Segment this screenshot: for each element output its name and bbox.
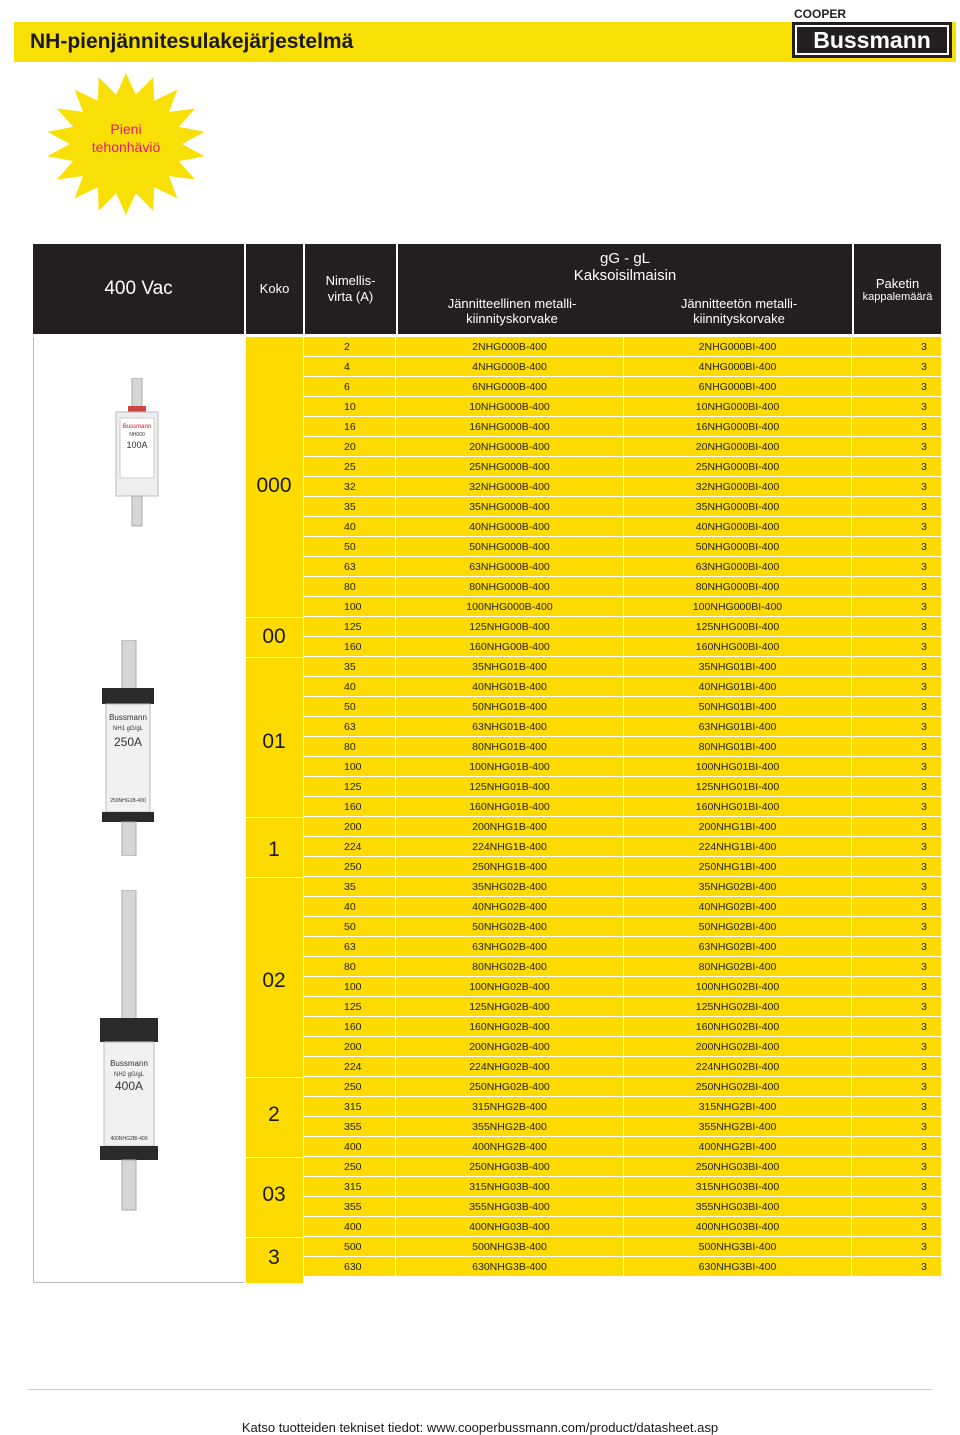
- live-tag-ref-cell: 40NHG02B-400: [396, 897, 624, 916]
- qty-cell: 3: [852, 877, 941, 896]
- rating-cell: 6: [304, 377, 396, 396]
- dead-tag-ref-cell: 355NHG03BI-400: [624, 1197, 852, 1216]
- live-tag-ref-cell: 63NHG000B-400: [396, 557, 624, 576]
- dead-tag-ref-cell: 100NHG01BI-400: [624, 757, 852, 776]
- logo-bussmann-text: Bussmann: [813, 27, 931, 53]
- size-label-03: 03: [262, 1183, 286, 1206]
- size-header: [246, 244, 303, 334]
- qty-cell: 3: [852, 817, 941, 836]
- badge-line-1: Pieni: [110, 121, 142, 137]
- qty-cell: 3: [852, 1257, 941, 1276]
- dead-tag-ref-cell: 160NHG02BI-400: [624, 1017, 852, 1036]
- dead-tag-ref-cell: 200NHG02BI-400: [624, 1037, 852, 1056]
- rating-header-line2: virta (A): [327, 289, 374, 304]
- qty-cell: 3: [852, 1157, 941, 1176]
- qty-cell: 3: [852, 457, 941, 476]
- table-row: [304, 597, 941, 617]
- fuse-000-model: NH000: [129, 432, 145, 438]
- qty-cell: 3: [852, 1237, 941, 1256]
- dead-tag-ref-cell: 400NHG2BI-400: [624, 1137, 852, 1156]
- table-row: [304, 557, 941, 577]
- dead-tag-ref-cell: 200NHG1BI-400: [624, 817, 852, 836]
- qty-header-line2: kappalemäärä: [862, 290, 933, 303]
- footer-divider: [28, 1389, 932, 1390]
- table-row: [304, 777, 941, 797]
- rating-cell: 4: [304, 357, 396, 376]
- dead-tag-ref-cell: 250NHG1BI-400: [624, 857, 852, 876]
- rating-cell: 224: [304, 1057, 396, 1076]
- live-tag-header: [400, 296, 624, 326]
- live-tag-ref-cell: 630NHG3B-400: [396, 1257, 624, 1276]
- dead-tag-ref-cell: 250NHG02BI-400: [624, 1077, 852, 1096]
- rating-cell: 80: [304, 577, 396, 596]
- dead-tag-ref-cell: 63NHG01BI-400: [624, 717, 852, 736]
- rating-cell: 355: [304, 1117, 396, 1136]
- rating-cell: 160: [304, 1017, 396, 1036]
- dead-tag-ref-cell: 40NHG01BI-400: [624, 677, 852, 696]
- size-label-01: 01: [262, 730, 286, 753]
- qty-cell: 3: [852, 617, 941, 636]
- table-row: [304, 797, 941, 817]
- fuse-1-model: NH1 gG/gL: [112, 726, 144, 732]
- rating-cell: 20: [304, 437, 396, 456]
- qty-header: [854, 244, 941, 334]
- page-title: NH-pienjännitesulakejärjestelmä: [30, 30, 354, 53]
- live-tag-ref-cell: 6NHG000B-400: [396, 377, 624, 396]
- dead-tag-ref-cell: 50NHG000BI-400: [624, 537, 852, 556]
- table-row: [304, 1097, 941, 1117]
- qty-cell: 3: [852, 377, 941, 396]
- live-tag-ref-cell: 50NHG000B-400: [396, 537, 624, 556]
- table-row: [304, 857, 941, 877]
- dead-tag-ref-cell: 160NHG01BI-400: [624, 797, 852, 816]
- live-tag-ref-cell: 125NHG00B-400: [396, 617, 624, 636]
- live-tag-ref-cell: 200NHG1B-400: [396, 817, 624, 836]
- size-separator: [246, 817, 303, 818]
- low-power-loss-badge: [28, 72, 204, 224]
- dead-tag-ref-cell: 80NHG000BI-400: [624, 577, 852, 596]
- live-tag-ref-cell: 40NHG01B-400: [396, 677, 624, 696]
- rating-header: [305, 244, 396, 334]
- live-tag-line2: kiinnityskorvake: [466, 311, 558, 326]
- rating-cell: 250: [304, 1157, 396, 1176]
- table-row: [304, 917, 941, 937]
- size-label-00: 00: [262, 625, 286, 648]
- live-tag-ref-cell: 250NHG02B-400: [396, 1077, 624, 1096]
- qty-cell: 3: [852, 1097, 941, 1116]
- table-row: [304, 1157, 941, 1177]
- dead-tag-ref-cell: 500NHG3BI-400: [624, 1237, 852, 1256]
- table-row: [304, 1237, 941, 1257]
- table-row: [304, 477, 941, 497]
- rating-cell: 250: [304, 857, 396, 876]
- size-separator: [246, 1237, 303, 1238]
- table-row: [304, 977, 941, 997]
- dead-tag-line2: kiinnityskorvake: [693, 311, 785, 326]
- fuse-1-brand: Bussmann: [109, 713, 147, 722]
- dead-tag-ref-cell: 80NHG01BI-400: [624, 737, 852, 756]
- rating-cell: 630: [304, 1257, 396, 1276]
- dead-tag-ref-cell: 50NHG02BI-400: [624, 917, 852, 936]
- live-tag-ref-cell: 35NHG000B-400: [396, 497, 624, 516]
- rating-cell: 63: [304, 937, 396, 956]
- qty-cell: 3: [852, 797, 941, 816]
- rating-cell: 125: [304, 777, 396, 796]
- live-tag-ref-cell: 16NHG000B-400: [396, 417, 624, 436]
- rating-cell: 250: [304, 1077, 396, 1096]
- fuse-2-brand: Bussmann: [110, 1059, 148, 1068]
- dead-tag-ref-cell: 63NHG000BI-400: [624, 557, 852, 576]
- table-row: [304, 617, 941, 637]
- dead-tag-ref-cell: 40NHG000BI-400: [624, 517, 852, 536]
- table-row: [304, 1137, 941, 1157]
- qty-cell: 3: [852, 1117, 941, 1136]
- rating-cell: 500: [304, 1237, 396, 1256]
- dead-tag-ref-cell: 125NHG00BI-400: [624, 617, 852, 636]
- live-tag-ref-cell: 500NHG3B-400: [396, 1237, 624, 1256]
- rating-cell: 16: [304, 417, 396, 436]
- table-row: [304, 497, 941, 517]
- rating-cell: 50: [304, 917, 396, 936]
- dead-tag-ref-cell: 40NHG02BI-400: [624, 897, 852, 916]
- table-row: [304, 957, 941, 977]
- table-row: [304, 1257, 941, 1277]
- dead-tag-ref-cell: 160NHG00BI-400: [624, 637, 852, 656]
- table-row: [304, 877, 941, 897]
- rating-cell: 40: [304, 517, 396, 536]
- rating-cell: 50: [304, 697, 396, 716]
- dead-tag-ref-cell: 50NHG01BI-400: [624, 697, 852, 716]
- dead-tag-ref-cell: 16NHG000BI-400: [624, 417, 852, 436]
- live-tag-ref-cell: 10NHG000B-400: [396, 397, 624, 416]
- live-tag-ref-cell: 63NHG01B-400: [396, 717, 624, 736]
- rating-cell: 160: [304, 637, 396, 656]
- live-tag-ref-cell: 32NHG000B-400: [396, 477, 624, 496]
- dead-tag-ref-cell: 63NHG02BI-400: [624, 937, 852, 956]
- table-row: [304, 737, 941, 757]
- live-tag-ref-cell: 100NHG01B-400: [396, 757, 624, 776]
- qty-cell: 3: [852, 1077, 941, 1096]
- qty-cell: 3: [852, 417, 941, 436]
- table-row: [304, 337, 941, 357]
- qty-cell: 3: [852, 997, 941, 1016]
- table-row: [304, 757, 941, 777]
- rating-cell: 2: [304, 337, 396, 356]
- qty-cell: 3: [852, 1037, 941, 1056]
- dead-tag-ref-cell: 355NHG2BI-400: [624, 1117, 852, 1136]
- voltage-header: [33, 244, 244, 334]
- live-tag-ref-cell: 315NHG2B-400: [396, 1097, 624, 1116]
- qty-cell: 3: [852, 1057, 941, 1076]
- fuse-1-rating: 250A: [113, 735, 143, 749]
- qty-cell: 3: [852, 977, 941, 996]
- rating-cell: 355: [304, 1197, 396, 1216]
- qty-cell: 3: [852, 957, 941, 976]
- size-separator: [246, 1077, 303, 1078]
- qty-cell: 3: [852, 657, 941, 676]
- dead-tag-ref-cell: 100NHG000BI-400: [624, 597, 852, 616]
- table-row: [304, 817, 941, 837]
- dead-tag-ref-cell: 80NHG02BI-400: [624, 957, 852, 976]
- qty-cell: 3: [852, 1137, 941, 1156]
- live-tag-ref-cell: 400NHG03B-400: [396, 1217, 624, 1236]
- qty-cell: 3: [852, 677, 941, 696]
- dead-tag-ref-cell: 224NHG1BI-400: [624, 837, 852, 856]
- table-row: [304, 1217, 941, 1237]
- rating-cell: 80: [304, 957, 396, 976]
- table-row: [304, 1077, 941, 1097]
- fuse-1-code: 250NHG1B-400: [110, 798, 146, 804]
- live-tag-ref-cell: 250NHG1B-400: [396, 857, 624, 876]
- table-row: [304, 937, 941, 957]
- live-tag-ref-cell: 80NHG000B-400: [396, 577, 624, 596]
- dead-tag-ref-cell: 35NHG01BI-400: [624, 657, 852, 676]
- rating-cell: 224: [304, 837, 396, 856]
- dead-tag-ref-cell: 25NHG000BI-400: [624, 457, 852, 476]
- size-label-3: 3: [268, 1246, 280, 1269]
- qty-cell: 3: [852, 737, 941, 756]
- live-tag-ref-cell: 40NHG000B-400: [396, 517, 624, 536]
- table-row: [304, 1057, 941, 1077]
- fuse-nh1-image: [98, 640, 158, 856]
- qty-cell: 3: [852, 397, 941, 416]
- rating-cell: 40: [304, 677, 396, 696]
- table-row: [304, 1117, 941, 1137]
- table-row: [304, 577, 941, 597]
- qty-cell: 3: [852, 437, 941, 456]
- size-separator: [246, 617, 303, 618]
- dead-tag-ref-cell: 630NHG3BI-400: [624, 1257, 852, 1276]
- class-line1: gG - gL: [599, 250, 651, 267]
- live-tag-ref-cell: 224NHG02B-400: [396, 1057, 624, 1076]
- table-row: [304, 437, 941, 457]
- dead-tag-ref-cell: 224NHG02BI-400: [624, 1057, 852, 1076]
- live-tag-ref-cell: 355NHG03B-400: [396, 1197, 624, 1216]
- rating-cell: 315: [304, 1177, 396, 1196]
- qty-cell: 3: [852, 1177, 941, 1196]
- qty-cell: 3: [852, 517, 941, 536]
- dead-tag-line1: Jännitteetön metalli-: [680, 296, 798, 311]
- live-tag-ref-cell: 160NHG02B-400: [396, 1017, 624, 1036]
- qty-cell: 3: [852, 917, 941, 936]
- rating-cell: 125: [304, 617, 396, 636]
- live-tag-ref-cell: 63NHG02B-400: [396, 937, 624, 956]
- rating-cell: 10: [304, 397, 396, 416]
- dead-tag-header: [628, 296, 850, 326]
- rating-cell: 100: [304, 977, 396, 996]
- live-tag-ref-cell: 80NHG02B-400: [396, 957, 624, 976]
- qty-cell: 3: [852, 577, 941, 596]
- qty-cell: 3: [852, 937, 941, 956]
- rating-cell: 400: [304, 1217, 396, 1236]
- dead-tag-ref-cell: 125NHG01BI-400: [624, 777, 852, 796]
- bussmann-logo: [786, 2, 956, 60]
- live-tag-ref-cell: 160NHG00B-400: [396, 637, 624, 656]
- dead-tag-ref-cell: 35NHG000BI-400: [624, 497, 852, 516]
- live-tag-ref-cell: 4NHG000B-400: [396, 357, 624, 376]
- live-tag-ref-cell: 50NHG01B-400: [396, 697, 624, 716]
- rating-cell: 400: [304, 1137, 396, 1156]
- rating-cell: 315: [304, 1097, 396, 1116]
- rating-cell: 50: [304, 537, 396, 556]
- qty-cell: 3: [852, 637, 941, 656]
- rating-cell: 100: [304, 597, 396, 616]
- qty-cell: 3: [852, 477, 941, 496]
- size-separator: [246, 657, 303, 658]
- live-tag-ref-cell: 200NHG02B-400: [396, 1037, 624, 1056]
- live-tag-ref-cell: 160NHG01B-400: [396, 797, 624, 816]
- table-row: [304, 657, 941, 677]
- table-row: [304, 717, 941, 737]
- qty-cell: 3: [852, 597, 941, 616]
- voltage-label: 400 Vac: [104, 278, 173, 299]
- table-row: [304, 697, 941, 717]
- size-label-2: 2: [268, 1103, 280, 1126]
- class-line2: Kaksoisilmaisin: [573, 267, 677, 284]
- size-separator: [246, 877, 303, 878]
- qty-cell: 3: [852, 557, 941, 576]
- dead-tag-ref-cell: 100NHG02BI-400: [624, 977, 852, 996]
- rating-cell: 25: [304, 457, 396, 476]
- live-tag-line1: Jännitteellinen metalli-: [447, 296, 577, 311]
- rating-cell: 35: [304, 877, 396, 896]
- table-row: [304, 537, 941, 557]
- qty-cell: 3: [852, 897, 941, 916]
- rating-cell: 125: [304, 997, 396, 1016]
- rating-cell: 100: [304, 757, 396, 776]
- rating-cell: 35: [304, 657, 396, 676]
- rating-cell: 63: [304, 717, 396, 736]
- live-tag-ref-cell: 224NHG1B-400: [396, 837, 624, 856]
- fuse-000-brand: Bussmann: [122, 424, 152, 430]
- table-row: [304, 457, 941, 477]
- dead-tag-ref-cell: 315NHG2BI-400: [624, 1097, 852, 1116]
- live-tag-ref-cell: 125NHG02B-400: [396, 997, 624, 1016]
- live-tag-ref-cell: 20NHG000B-400: [396, 437, 624, 456]
- table-row: [304, 1017, 941, 1037]
- dead-tag-ref-cell: 6NHG000BI-400: [624, 377, 852, 396]
- fuse-2-rating: 400A: [114, 1079, 144, 1093]
- dead-tag-ref-cell: 4NHG000BI-400: [624, 357, 852, 376]
- qty-cell: 3: [852, 757, 941, 776]
- live-tag-ref-cell: 125NHG01B-400: [396, 777, 624, 796]
- qty-cell: 3: [852, 837, 941, 856]
- fuse-nh2-image: [96, 890, 162, 1212]
- rating-cell: 32: [304, 477, 396, 496]
- qty-cell: 3: [852, 777, 941, 796]
- live-tag-ref-cell: 35NHG02B-400: [396, 877, 624, 896]
- rating-cell: 200: [304, 817, 396, 836]
- live-tag-ref-cell: 25NHG000B-400: [396, 457, 624, 476]
- table-row: [304, 357, 941, 377]
- live-tag-ref-cell: 355NHG2B-400: [396, 1117, 624, 1136]
- qty-cell: 3: [852, 1197, 941, 1216]
- qty-header-line1: Paketin: [875, 275, 920, 291]
- dead-tag-ref-cell: 32NHG000BI-400: [624, 477, 852, 496]
- table-row: [304, 1037, 941, 1057]
- table-row: [304, 837, 941, 857]
- size-label-02: 02: [262, 969, 286, 992]
- live-tag-ref-cell: 2NHG000B-400: [396, 337, 624, 356]
- live-tag-ref-cell: 315NHG03B-400: [396, 1177, 624, 1196]
- table-row: [304, 1197, 941, 1217]
- live-tag-ref-cell: 100NHG000B-400: [396, 597, 624, 616]
- footer-link-text: Katso tuotteiden tekniset tiedot: www.cooperbussmann.com/product/datasheet.asp: [241, 1420, 719, 1435]
- live-tag-ref-cell: 400NHG2B-400: [396, 1137, 624, 1156]
- table-row: [304, 1177, 941, 1197]
- qty-cell: 3: [852, 857, 941, 876]
- qty-cell: 3: [852, 717, 941, 736]
- class-header-title: [398, 250, 852, 284]
- badge-line-2: tehonhäviö: [91, 139, 161, 155]
- qty-cell: 3: [852, 497, 941, 516]
- dead-tag-ref-cell: 20NHG000BI-400: [624, 437, 852, 456]
- size-label-000: 000: [256, 474, 292, 497]
- logo-cooper-text: COOPER: [794, 7, 847, 21]
- fuse-000-rating: 100A: [126, 440, 148, 450]
- rating-cell: 40: [304, 897, 396, 916]
- size-label-1: 1: [268, 838, 280, 861]
- qty-cell: 3: [852, 337, 941, 356]
- table-row: [304, 997, 941, 1017]
- rating-header-line1: Nimellis-: [325, 273, 376, 288]
- rating-cell: 80: [304, 737, 396, 756]
- dead-tag-ref-cell: 35NHG02BI-400: [624, 877, 852, 896]
- qty-cell: 3: [852, 537, 941, 556]
- dead-tag-ref-cell: 315NHG03BI-400: [624, 1177, 852, 1196]
- qty-cell: 3: [852, 357, 941, 376]
- fuse-2-code: 400NHG2BI-400: [110, 1136, 148, 1142]
- rating-cell: 160: [304, 797, 396, 816]
- table-row: [304, 677, 941, 697]
- live-tag-ref-cell: 80NHG01B-400: [396, 737, 624, 756]
- fuse-nh000-image: [108, 378, 164, 528]
- fuse-table: [304, 337, 941, 1277]
- live-tag-ref-cell: 50NHG02B-400: [396, 917, 624, 936]
- dead-tag-ref-cell: 125NHG02BI-400: [624, 997, 852, 1016]
- dead-tag-ref-cell: 400NHG03BI-400: [624, 1217, 852, 1236]
- live-tag-ref-cell: 250NHG03B-400: [396, 1157, 624, 1176]
- qty-cell: 3: [852, 1017, 941, 1036]
- size-header-label: Koko: [259, 281, 290, 296]
- live-tag-ref-cell: 100NHG02B-400: [396, 977, 624, 996]
- fuse-2-model: NH2 gG/gL: [113, 1072, 145, 1078]
- table-row: [304, 517, 941, 537]
- table-row: [304, 897, 941, 917]
- size-separator: [246, 1157, 303, 1158]
- rating-cell: 63: [304, 557, 396, 576]
- table-row: [304, 377, 941, 397]
- qty-cell: 3: [852, 1217, 941, 1236]
- dead-tag-ref-cell: 250NHG03BI-400: [624, 1157, 852, 1176]
- rating-cell: 35: [304, 497, 396, 516]
- qty-cell: 3: [852, 697, 941, 716]
- dead-tag-ref-cell: 2NHG000BI-400: [624, 337, 852, 356]
- table-row: [304, 637, 941, 657]
- table-row: [304, 417, 941, 437]
- live-tag-ref-cell: 35NHG01B-400: [396, 657, 624, 676]
- table-row: [304, 397, 941, 417]
- rating-cell: 200: [304, 1037, 396, 1056]
- dead-tag-ref-cell: 10NHG000BI-400: [624, 397, 852, 416]
